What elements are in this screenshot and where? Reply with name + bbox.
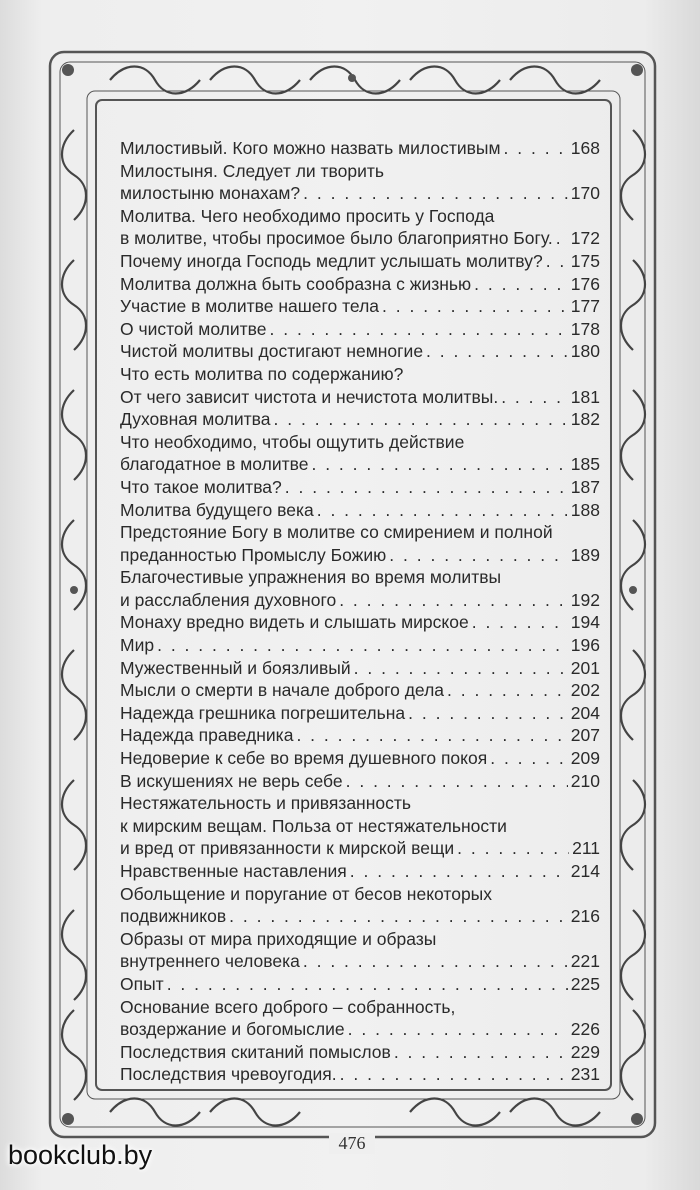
toc-entry-page: 170: [570, 183, 600, 204]
toc-entry: [120, 770, 600, 793]
toc-entry: [120, 883, 600, 928]
toc-entry-row: [120, 499, 600, 522]
toc-entry: [120, 657, 600, 680]
toc-entry-title-line: подвижников: [120, 906, 227, 927]
toc-entry: [120, 1063, 600, 1086]
toc-entry-page: 226: [570, 1019, 600, 1040]
toc-entry-page: 221: [570, 951, 600, 972]
dot-leader: [340, 1063, 568, 1086]
toc-entry: [120, 295, 600, 318]
toc-entry: [120, 702, 600, 725]
toc-entry-page: 209: [570, 748, 600, 769]
toc-entry-title-line: в молитве, чтобы просимое было благоприятно Богу.: [120, 228, 553, 249]
toc-entry-title-line: Духовная молитва: [120, 409, 271, 430]
toc-entry-page: 194: [570, 612, 600, 633]
toc-entry-row: [120, 611, 600, 634]
toc-entry-page: 172: [570, 228, 600, 249]
toc-entry-row: [120, 386, 600, 409]
toc-entry-page: 207: [570, 725, 600, 746]
toc-entry: [120, 318, 600, 341]
toc-entry: [120, 860, 600, 883]
dot-leader: [348, 1018, 568, 1041]
toc-entry-title-line: и вред от привязанности к мирской вещи: [120, 838, 455, 859]
toc-entry-row: [120, 905, 600, 928]
toc-entry-page: 204: [570, 702, 600, 723]
toc-entry-row: [120, 227, 600, 250]
toc-entry-title-line: О чистой молитве: [120, 318, 267, 339]
dot-leader: [394, 1041, 568, 1064]
toc-entry-title-line: внутреннего человека: [120, 951, 300, 972]
toc-entry-row: [120, 950, 600, 973]
toc-entry: [120, 996, 600, 1041]
toc-entry-row: [120, 295, 600, 318]
toc-entry-row: [120, 657, 600, 680]
dot-leader: [346, 770, 568, 793]
toc-entry-row: [120, 747, 600, 770]
toc-entry-row: [120, 1063, 600, 1086]
toc-entry-row: [120, 634, 600, 657]
toc-entry-page: 185: [570, 454, 600, 475]
dot-leader: [426, 340, 568, 363]
toc-entry: [120, 363, 600, 408]
dot-leader: [270, 318, 568, 341]
toc-entry-page: 201: [570, 657, 600, 678]
toc-entry-row: [120, 724, 600, 747]
toc-entry: [120, 250, 600, 273]
dot-leader: [408, 702, 568, 725]
toc-entry-page: 216: [570, 906, 600, 927]
toc-entry-page: 214: [570, 861, 600, 881]
toc-entry-title-line: Опыт: [120, 973, 164, 994]
dot-leader: [350, 860, 568, 883]
dot-leader: [504, 137, 568, 160]
toc-entry-row: [120, 679, 600, 702]
toc-entry-title-line: Милостыня. Следует ли творить: [120, 160, 385, 181]
toc-entry-row: [120, 973, 600, 996]
toc-entry-title-line: Обольщение и поругание от бесов некоторых: [120, 883, 493, 904]
toc-entry-title-line: Что такое молитва?: [120, 476, 282, 497]
toc-entry-title-line: воздержание и богомыслие: [120, 1019, 345, 1040]
toc-entry-page: 210: [570, 770, 600, 791]
toc-entry-page: 175: [570, 250, 600, 271]
toc-entry-row: [120, 273, 600, 296]
toc-entry-page: 196: [570, 635, 600, 656]
toc-entry-title-line: Молитва. Чего необходимо просить у Господа: [120, 205, 495, 226]
toc-entry: [120, 724, 600, 747]
toc-entry: [120, 634, 600, 657]
toc-entry: [120, 521, 600, 566]
toc-entry-title-line: Образы от мира приходящие и образы: [120, 928, 437, 949]
toc-entry-title-line: Милостивый. Кого можно назвать милостивым: [120, 138, 501, 158]
toc-entry-title-line: Нравственные наставления: [120, 861, 347, 881]
toc-entry-row: [120, 1018, 600, 1041]
dot-leader: [285, 476, 568, 499]
toc-entry-title-line: Надежда праведника: [120, 725, 294, 746]
toc-entry-title-line: Монаху вредно видеть и слышать мирское: [120, 612, 469, 633]
dot-leader: [389, 544, 568, 567]
toc-entry-title-line: Последствия чревоугодия.: [120, 1064, 337, 1085]
toc-entry: [120, 566, 600, 611]
toc-entry-page: 211: [572, 838, 600, 859]
toc-entry-title-line: Что есть молитва по содержанию?: [120, 363, 404, 384]
toc-entry: [120, 476, 600, 499]
toc-entry: [120, 137, 600, 160]
toc-entry-row: [120, 837, 600, 860]
toc-entry-title-line: Мужественный и боязливый: [120, 657, 351, 678]
toc-entry: [120, 431, 600, 476]
toc-entry-page: 188: [570, 499, 600, 520]
dot-leader: [303, 182, 568, 205]
dot-leader: [474, 273, 568, 296]
toc-entry-title-line: Последствия скитаний помыслов: [120, 1041, 391, 1062]
toc-entry-row: [120, 860, 600, 883]
toc-entry-title-line: Предстояние Богу в молитве со смирением и полной: [120, 522, 553, 543]
dot-leader: [339, 589, 568, 612]
toc-entry-row: [120, 770, 600, 793]
dot-leader: [303, 950, 568, 973]
dot-leader: [556, 227, 568, 250]
toc-entry: [120, 792, 600, 860]
toc-entry-page: 182: [570, 409, 600, 430]
toc-entry-row: [120, 250, 600, 273]
toc-entry: [120, 747, 600, 770]
dot-leader: [354, 657, 568, 680]
toc-entry: [120, 499, 600, 522]
toc-entry-page: 189: [570, 544, 600, 565]
toc-entry-row: [120, 702, 600, 725]
toc-entry: [120, 340, 600, 363]
dot-leader: [447, 679, 568, 702]
toc-entry: [120, 273, 600, 296]
toc-entry-page: 176: [570, 273, 600, 294]
toc-entry-row: [120, 589, 600, 612]
toc-entry-row: [120, 137, 600, 160]
dot-leader: [382, 295, 568, 318]
toc-entry-title-line: Мир: [120, 635, 155, 656]
toc-entry-title-line: милостыню монахам?: [120, 183, 301, 204]
toc-entry-title-line: Почему иногда Господь медлит услышать молитву?: [120, 250, 543, 271]
page-number: 476: [329, 1133, 375, 1154]
toc-entry-title-line: к мирским вещам. Польза от нестяжательности: [120, 815, 507, 836]
toc-entry-title-line: Недоверие к себе во время душевного покоя: [120, 748, 488, 769]
toc-entry-page: 181: [570, 386, 600, 407]
toc-entry-page: 178: [570, 318, 600, 339]
dot-leader: [274, 408, 568, 431]
dot-leader: [490, 747, 568, 770]
dot-leader: [229, 905, 568, 928]
dot-leader: [317, 499, 568, 522]
toc-entry-title-line: Молитва должна быть сообразна с жизнью: [120, 273, 472, 294]
toc-entry: [120, 205, 600, 250]
toc-entry: [120, 928, 600, 973]
toc-entry-title-line: благодатное в молитве: [120, 454, 309, 475]
toc-entry-page: 177: [570, 296, 600, 317]
toc-entry-row: [120, 182, 600, 205]
dot-leader: [472, 611, 568, 634]
toc-entry-title-line: преданностью Промыслу Божию: [120, 544, 387, 565]
toc-entry-row: [120, 544, 600, 567]
toc-entry-page: 229: [570, 1041, 600, 1062]
toc-entry-title-line: В искушениях не верь себе: [120, 770, 343, 791]
toc-entry-title-line: и расслабления духовного: [120, 589, 337, 610]
toc-entry: [120, 1041, 600, 1064]
toc-entry-title-line: Чистой молитвы достигают немногие: [120, 341, 424, 362]
toc-entry-title-line: Мысли о смерти в начале доброго дела: [120, 680, 445, 701]
toc-entry-row: [120, 1041, 600, 1064]
dot-leader: [157, 634, 568, 657]
table-of-contents: [120, 137, 600, 1086]
dot-leader: [546, 250, 568, 273]
toc-entry-title-line: Участие в молитве нашего тела: [120, 296, 380, 317]
dot-leader: [167, 973, 568, 996]
toc-entry: [120, 679, 600, 702]
dot-leader: [296, 724, 567, 747]
toc-entry: [120, 611, 600, 634]
toc-entry-title-line: Надежда грешника погрешительна: [120, 702, 406, 723]
toc-entry: [120, 408, 600, 431]
toc-entry-row: [120, 476, 600, 499]
toc-entry-row: [120, 318, 600, 341]
toc-entry-page: 187: [570, 476, 600, 497]
toc-entry-row: [120, 453, 600, 476]
toc-entry-page: 202: [570, 680, 600, 701]
toc-entry-row: [120, 408, 600, 431]
toc-entry: [120, 160, 600, 205]
toc-entry-page: 225: [570, 973, 600, 994]
toc-entry-page: 180: [570, 341, 600, 362]
toc-entry-title-line: Благочестивые упражнения во время молитвы: [120, 567, 502, 588]
toc-entry-page: 192: [570, 589, 600, 610]
toc-entry-title-line: Что необходимо, чтобы ощутить действие: [120, 431, 465, 452]
dot-leader: [457, 837, 569, 860]
toc-entry-title-line: Основание всего доброго – собранность,: [120, 996, 456, 1017]
toc-entry-title-line: Нестяжательность и привязанность: [120, 793, 412, 814]
dot-leader: [501, 386, 568, 409]
watermark: bookclub.by: [8, 1140, 153, 1170]
toc-entry: [120, 973, 600, 996]
toc-entry-page: 231: [570, 1064, 600, 1085]
dot-leader: [311, 453, 567, 476]
toc-entry-title-line: Молитва будущего века: [120, 499, 314, 520]
toc-entry-title-line: От чего зависит чистота и нечистота молитвы.: [120, 386, 499, 407]
toc-entry-page: 168: [570, 138, 600, 158]
toc-entry-row: [120, 340, 600, 363]
